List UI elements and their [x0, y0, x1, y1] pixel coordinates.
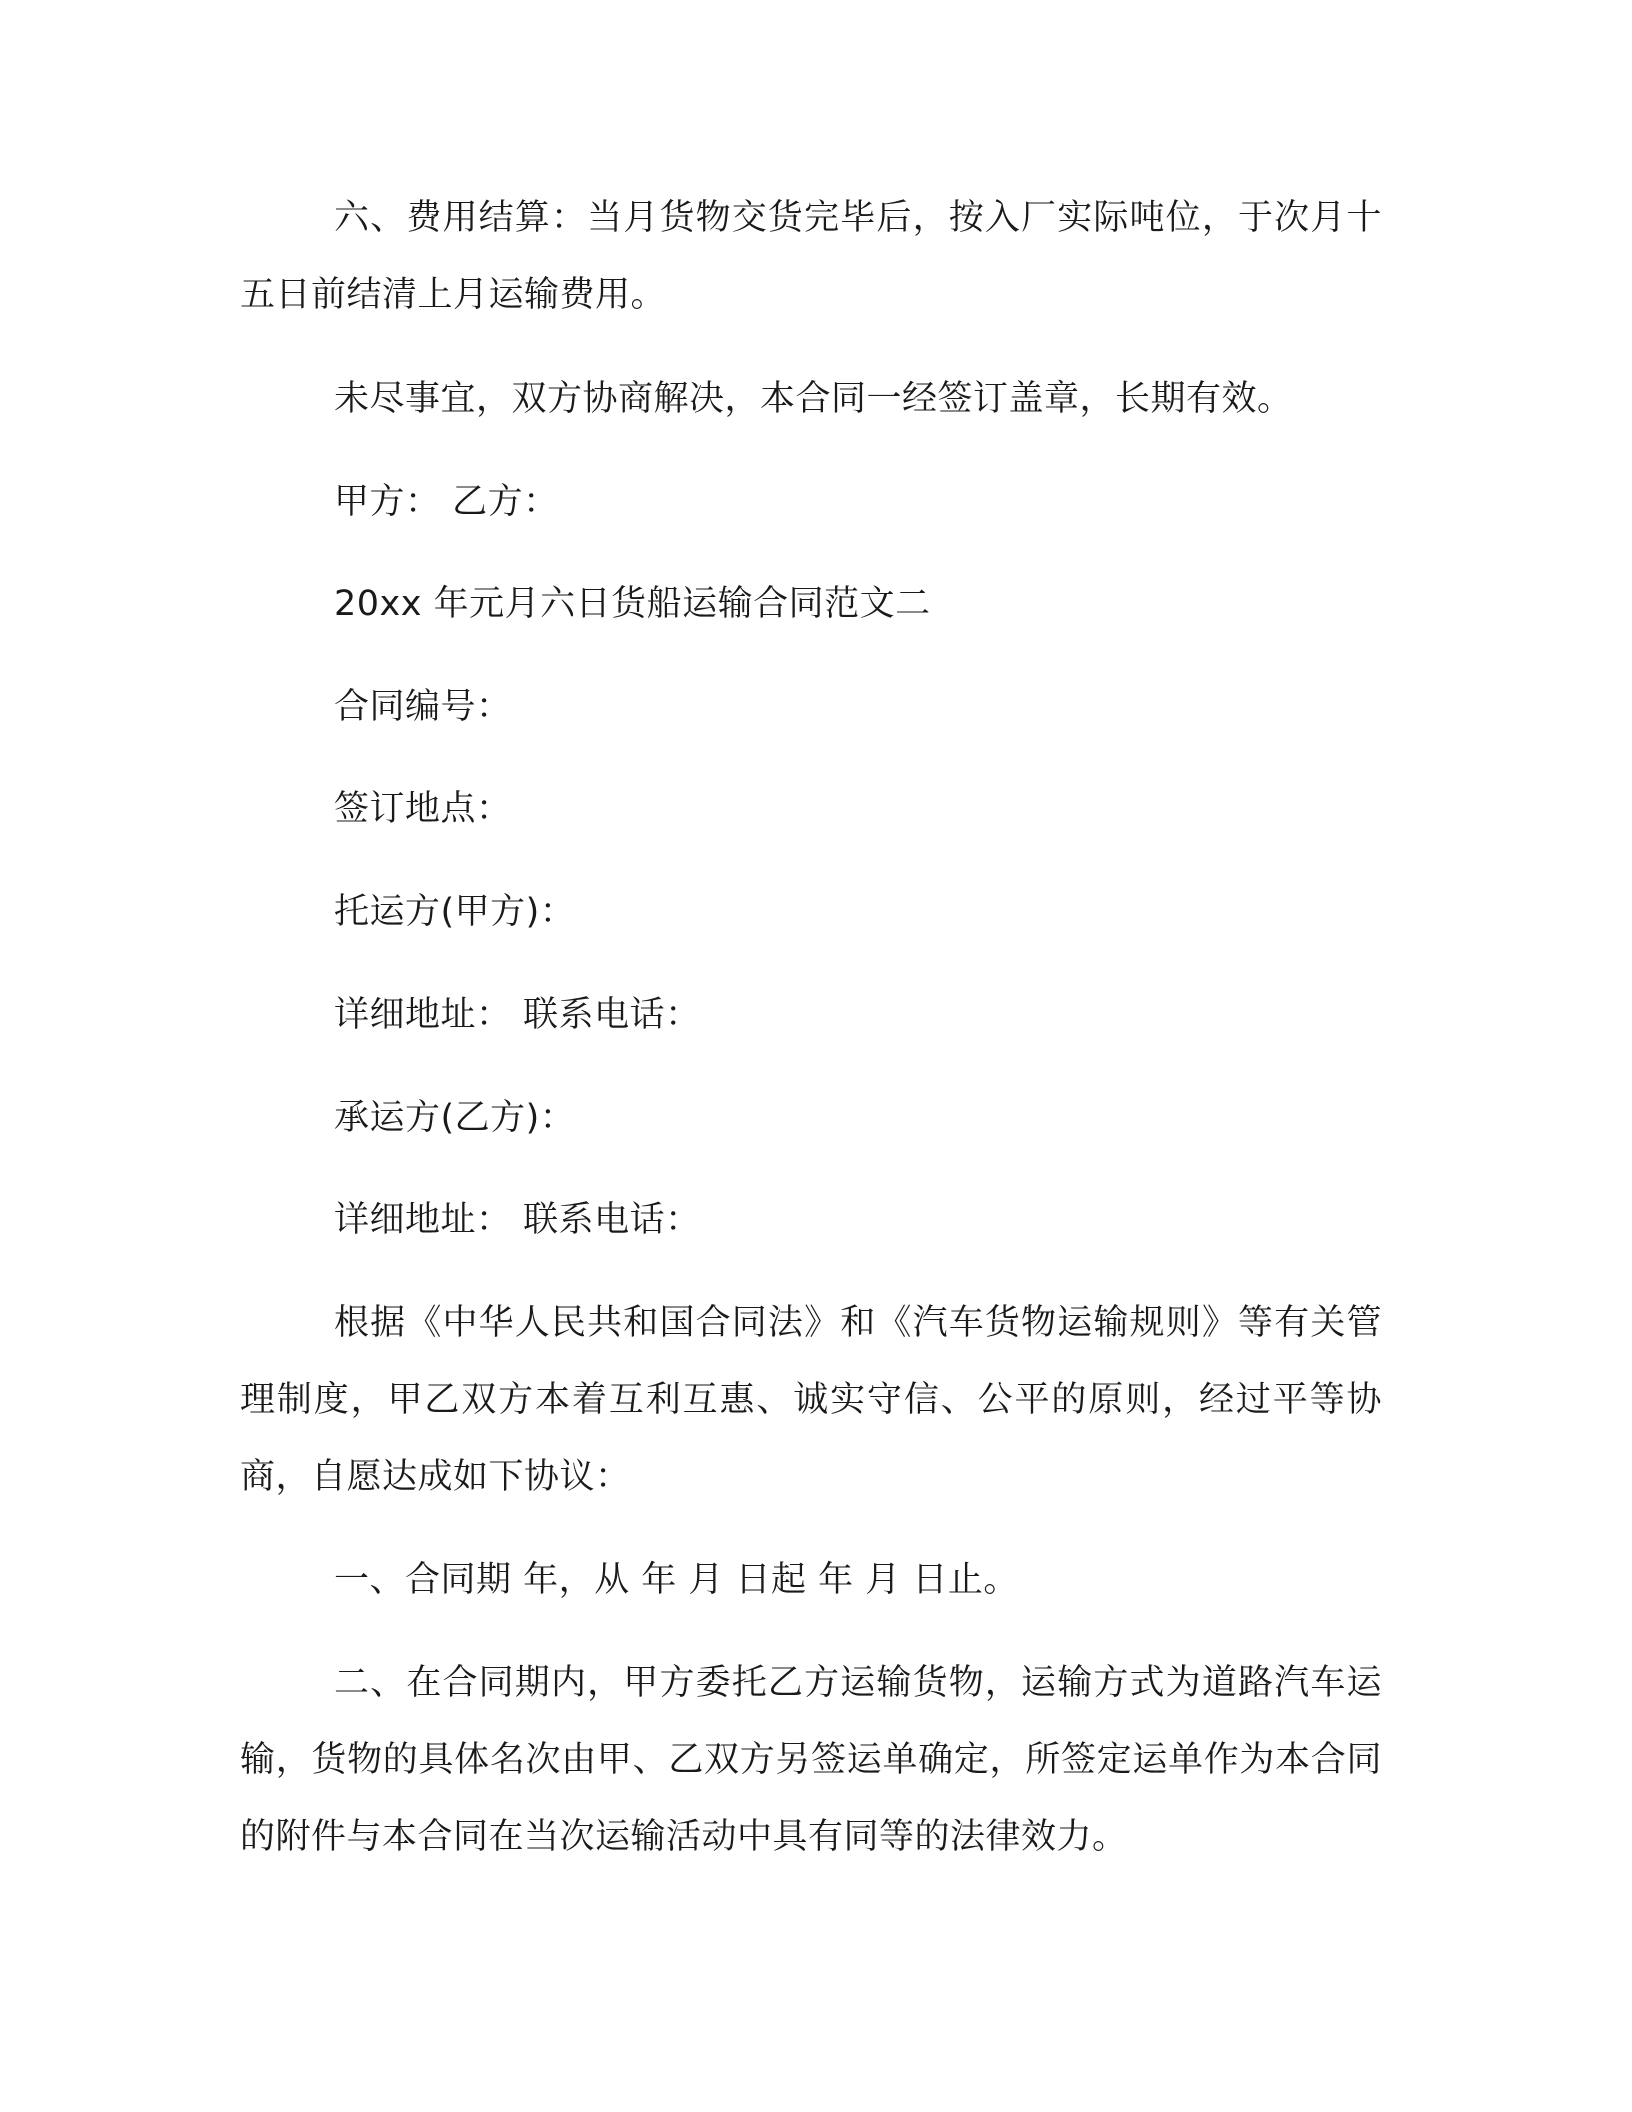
paragraph-text: 一、合同期 年，从 年 月 日起 年 月 日止。	[334, 1560, 1019, 1600]
paragraph-fee-settlement	[240, 180, 1382, 334]
paragraph-contract-period	[240, 1542, 1382, 1619]
paragraph-carrier-address	[240, 1182, 1382, 1259]
paragraph-text: 详细地址： 联系电话：	[334, 1200, 701, 1240]
paragraph-text: 20xx 年元月六日货船运输合同范文二	[334, 584, 931, 624]
paragraph-legal-basis	[240, 1285, 1382, 1516]
paragraph-text: 托运方(甲方)：	[334, 892, 576, 932]
paragraph-text: 承运方(乙方)：	[334, 1098, 576, 1138]
paragraph-shipper-address	[240, 977, 1382, 1054]
paragraph-transport-terms	[240, 1645, 1382, 1876]
paragraph-contract-number	[240, 669, 1382, 746]
paragraph-unresolved-matters	[240, 361, 1382, 438]
paragraph-text: 六、费用结算：当月货物交货完毕后，按入厂实际吨位，于次月十五日前结清上月运输费用。	[240, 198, 1382, 315]
paragraph-text: 根据《中华人民共和国合同法》和《汽车货物运输规则》等有关管理制度，甲乙双方本着互利互惠、诚实守信、公平的原则，经过平等协商，自愿达成如下协议：	[240, 1303, 1382, 1497]
paragraph-text: 二、在合同期内，甲方委托乙方运输货物，运输方式为道路汽车运输，货物的具体名次由甲、乙双方另签运单确定，所签定运单作为本合同的附件与本合同在当次运输活动中具有同等的法律效力。	[240, 1663, 1382, 1857]
paragraph-signing-place	[240, 771, 1382, 848]
paragraph-text: 签订地点：	[334, 789, 512, 829]
paragraph-text: 甲方： 乙方：	[334, 482, 559, 522]
paragraph-date-and-title	[240, 566, 1382, 643]
paragraph-party-signatures	[240, 464, 1382, 541]
paragraph-shipper	[240, 874, 1382, 951]
paragraph-carrier	[240, 1080, 1382, 1157]
paragraph-text: 详细地址： 联系电话：	[334, 995, 701, 1035]
paragraph-text: 合同编号：	[334, 687, 512, 727]
paragraph-text: 未尽事宜，双方协商解决，本合同一经签订盖章，长期有效。	[334, 379, 1293, 419]
